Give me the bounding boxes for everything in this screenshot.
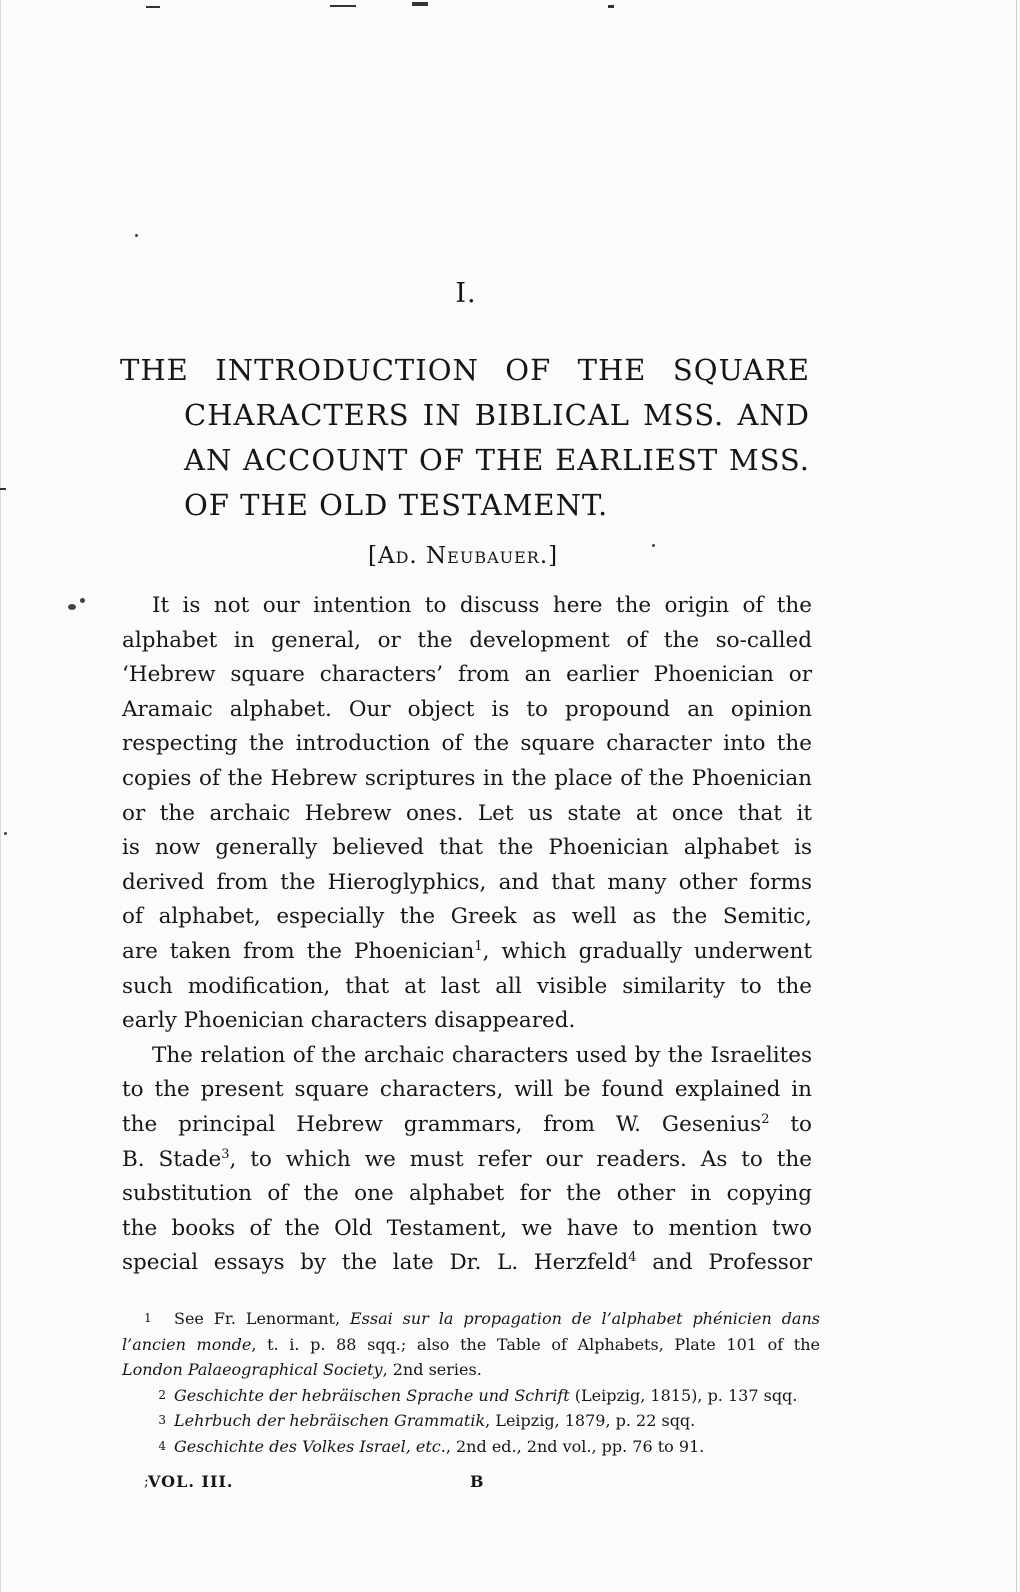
text-line: such modification, that at last all visible similarity to the <box>122 973 812 999</box>
chapter-title <box>120 348 810 528</box>
footnote <box>122 1306 820 1332</box>
text-fragment: , to which we must refer our readers. As to the <box>229 1146 812 1172</box>
text-line: the books of the Old Testament, we have to mention two <box>122 1215 812 1241</box>
text-line: It is not our intention to discuss here the origin of the <box>152 593 812 618</box>
text-fragment: are taken from the Phoenician <box>122 938 475 964</box>
text-line: The relation of the archaic characters used by the Israelites <box>152 1042 812 1068</box>
footnote-text: of the <box>756 1334 820 1354</box>
text-line: copies of the Hebrew scriptures in the place of the Phoenician <box>122 765 812 791</box>
footnotes <box>122 1306 820 1459</box>
footnote-mark: 1 <box>144 1311 152 1325</box>
scan-speck <box>652 544 655 547</box>
text-line: substitution of the one alphabet for the other in copying <box>122 1181 812 1207</box>
footnote <box>122 1408 820 1434</box>
footnote-text: , 2nd series. <box>382 1360 482 1379</box>
volume-signature: VOL. III. <box>148 1472 234 1491</box>
scan-speck <box>68 604 76 610</box>
gathering-letter: B <box>470 1472 484 1491</box>
text-line: to the present square characters, will be found explained in <box>122 1077 812 1103</box>
scan-artifact <box>608 5 614 8</box>
page-right-edge <box>1016 0 1017 1592</box>
footnote-ref[interactable]: 4 <box>628 1250 637 1266</box>
text-fragment: to <box>769 1111 813 1137</box>
footnote-title: London Palaeographical Society <box>122 1360 383 1379</box>
text-line: alphabet in general, or the development of the so-called <box>122 627 812 653</box>
text-line <box>122 1246 812 1281</box>
scan-speck: ; <box>144 1474 149 1490</box>
text-line <box>122 935 812 970</box>
footnote <box>122 1383 820 1409</box>
footnote-continuation <box>122 1357 820 1383</box>
footnote-title: Essai sur la propagation de l’alphabet phénicien dans <box>349 1309 820 1328</box>
footnote-text: , 2nd ed., 2nd vol., pp. 76 to 91. <box>445 1436 705 1456</box>
title-line: AN ACCOUNT OF THE EARLIEST MSS. <box>184 443 810 477</box>
text-fragment: B. Stade <box>122 1146 222 1172</box>
title-line: OF THE OLD TESTAMENT. <box>184 488 609 522</box>
scan-artifact <box>146 6 160 8</box>
text-fragment: , which gradually underwent <box>482 938 813 964</box>
scan-artifact <box>0 488 6 490</box>
footnote-ref[interactable]: 3 <box>221 1146 230 1162</box>
scan-artifact <box>330 5 356 7</box>
scan-speck <box>4 832 7 835</box>
footnote <box>122 1434 820 1460</box>
footnote-text: 101 <box>726 1334 757 1354</box>
footnote-title: Geschichte des Volkes Israel, etc. <box>174 1436 446 1456</box>
footnote-title: l’ancien monde <box>122 1334 252 1354</box>
footnote-ref[interactable]: 2 <box>761 1111 770 1127</box>
text-line: or the archaic Hebrew ones. Let us state at once that it <box>122 800 812 826</box>
footnote-mark: 3 <box>158 1413 166 1427</box>
title-line: THE INTRODUCTION OF THE SQUARE <box>120 353 810 387</box>
page-left-edge <box>0 0 1 1592</box>
footnote-title: Lehrbuch der hebräischen Grammatik <box>174 1411 486 1430</box>
text-fragment: and Professor <box>636 1250 812 1276</box>
footnote-mark: 2 <box>158 1387 166 1402</box>
footnote-continuation <box>122 1332 820 1358</box>
title-line: CHARACTERS IN BIBLICAL MSS. AND <box>184 398 810 432</box>
text-line: respecting the introduction of the square character into the <box>122 731 812 757</box>
text-line: Aramaic alphabet. Our object is to propound an opinion <box>122 696 812 722</box>
text-line: ‘Hebrew square characters’ from an earlier Phoenician or <box>122 662 812 688</box>
text-fragment: the principal Hebrew grammars, from W. Gesenius <box>122 1111 762 1137</box>
text-fragment: special essays by the late Dr. L. Herzfeld <box>122 1250 629 1276</box>
text-line <box>122 1143 812 1178</box>
text-line <box>122 1108 812 1143</box>
footnote-text: , Leipzig, 1879, p. 22 sqq. <box>485 1411 696 1430</box>
scan-artifact <box>412 2 428 6</box>
footnote-text: See Fr. Lenormant, <box>174 1309 350 1328</box>
text-line: is now generally believed that the Phoenician alphabet is <box>122 835 812 861</box>
chapter-number: I. <box>455 278 477 309</box>
footnote-text: , t. i. p. 88 sqq.; also the Table of Alphabets, Plate <box>251 1334 727 1354</box>
scan-speck <box>80 598 85 603</box>
body-text <box>122 589 812 1281</box>
text-line: early Phoenician characters disappeared. <box>122 1008 576 1034</box>
scan-speck <box>135 234 138 237</box>
footnote-ref[interactable]: 1 <box>474 938 483 954</box>
text-line: of alphabet, especially the Greek as well as the Semitic, <box>122 904 812 930</box>
footnote-mark: 4 <box>158 1438 166 1453</box>
text-line: derived from the Hieroglyphics, and that many other forms <box>122 869 812 895</box>
author-attribution: [Ad. Neubauer.] <box>368 543 559 569</box>
footnote-title: Geschichte der hebräischen Sprache und Schrift <box>174 1385 570 1405</box>
footnote-text: (Leipzig, 1815), p. 137 sqq. <box>569 1385 798 1405</box>
